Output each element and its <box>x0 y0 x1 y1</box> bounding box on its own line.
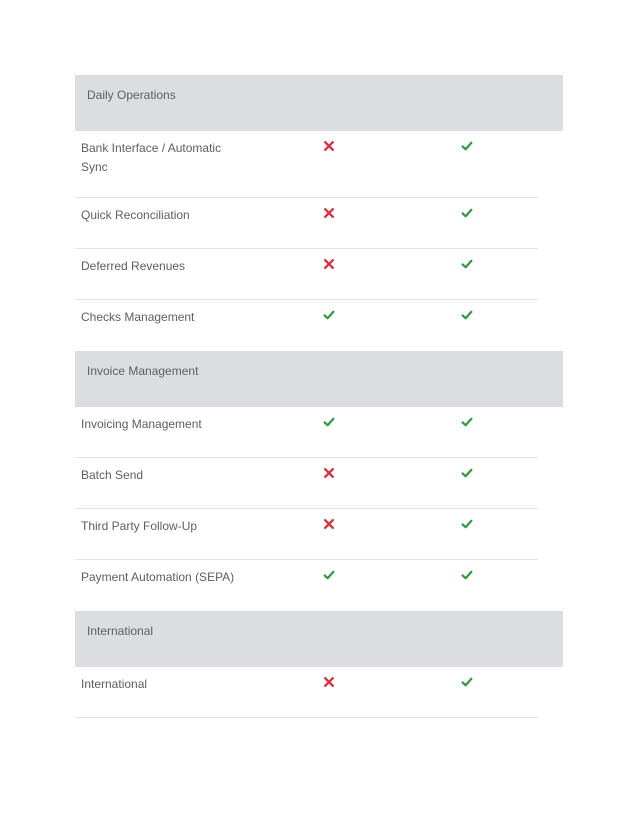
section-header-daily-operations <box>75 75 563 131</box>
table-row <box>75 667 538 718</box>
cross-icon <box>322 675 336 689</box>
check-icon <box>460 517 474 531</box>
check-icon <box>460 466 474 480</box>
table-row <box>75 458 538 509</box>
check-icon <box>460 257 474 271</box>
feature-comparison-table <box>75 75 563 718</box>
check-icon <box>460 568 474 582</box>
check-icon <box>322 308 336 322</box>
feature-label: International <box>81 677 148 691</box>
check-icon <box>460 675 474 689</box>
feature-label: Quick Reconciliation <box>81 208 190 222</box>
feature-label: Checks Management <box>81 310 195 324</box>
table-row <box>75 131 538 198</box>
section-header-invoice-management <box>75 351 563 407</box>
cross-icon <box>322 466 336 480</box>
section-title: International <box>87 624 154 638</box>
check-icon <box>460 139 474 153</box>
table-row <box>75 509 538 560</box>
section-title: Invoice Management <box>87 364 199 378</box>
cross-icon <box>322 257 336 271</box>
feature-label: Payment Automation (SEPA) <box>81 570 235 584</box>
feature-label: Deferred Revenues <box>81 259 186 273</box>
table-row <box>75 560 538 611</box>
check-icon <box>460 308 474 322</box>
feature-label: Batch Send <box>81 468 144 482</box>
check-icon <box>322 415 336 429</box>
check-icon <box>322 568 336 582</box>
table-row <box>75 198 538 249</box>
section-title: Daily Operations <box>87 88 176 102</box>
cross-icon <box>322 206 336 220</box>
feature-label: Bank Interface / Automatic Sync <box>81 141 222 174</box>
feature-label: Third Party Follow-Up <box>81 519 198 533</box>
feature-label: Invoicing Management <box>81 417 202 431</box>
cross-icon <box>322 139 336 153</box>
table-row <box>75 300 538 351</box>
check-icon <box>460 206 474 220</box>
check-icon <box>460 415 474 429</box>
section-header-international <box>75 611 563 667</box>
cross-icon <box>322 517 336 531</box>
table-row <box>75 249 538 300</box>
table-row <box>75 407 538 458</box>
